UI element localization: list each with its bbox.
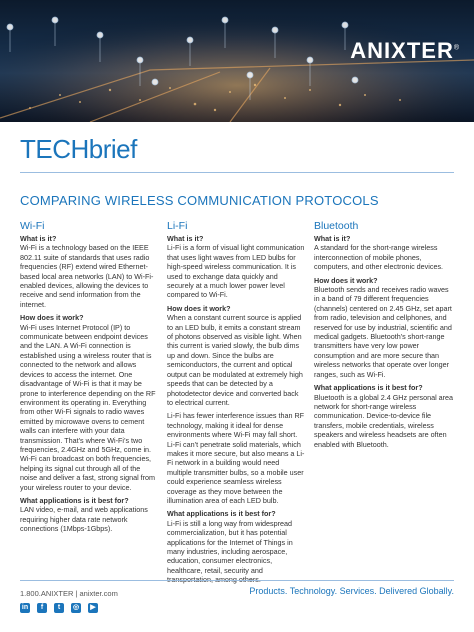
footer-contact[interactable]: 1.800.ANIXTER | anixter.com [20, 589, 118, 598]
section-paragraph: When a constant current source is applied to an LED bulb, it emits a constant stream of photons observed as visible light. When this current is varied slowly, the bulb dims up and down. Since the bulbs are semiconductors, the current and optical output can be modulated at extremely high speeds that can be detected by a photodetector device and converted back to electrical current. [167, 313, 303, 407]
column-lifi [167, 220, 305, 585]
section-question: What applications is it best for? [314, 383, 423, 393]
youtube-icon[interactable]: ▶ [88, 603, 98, 613]
column-wifi [20, 220, 158, 534]
twitter-icon[interactable]: t [54, 603, 64, 613]
section-question: What applications is it best for? [20, 495, 129, 505]
section-paragraph: Bluetooth is a global 2.4 GHz personal area network for short-range wireless communication. Device-to-device file transfers, mobile credentials, wireless speakers and wireless headsets are often enabled with Bluetooth. [314, 392, 454, 449]
section-paragraph: A standard for the short-range wireless interconnection of mobile phones, computers, and other electronic devices. [314, 243, 444, 272]
section-paragraph: LAN video, e-mail, and web applications requiring higher data rate network connections (1Mbps-1Gbps). [20, 505, 148, 534]
logo-text: ANIXTER [350, 38, 454, 63]
section-paragraph: Bluetooth sends and receives radio waves in a band of 79 different frequencies (channels) centered on 2.45 GHz, set apart from radio, television and cellphones, and reserved for use by industrial, scientific and medical gadgets. Bluetooth’s short-range transmitters have very low power consumption and are more secure than wireless networks that operate over longer ranges, such as Wi-Fi. [314, 285, 452, 379]
section-question: How does it work? [20, 313, 84, 323]
section-question: What applications is it best for? [167, 509, 276, 519]
footer-tagline: Products. Technology. Services. Delivered Globally. [249, 586, 454, 596]
page-title: TECHbrief [20, 134, 137, 164]
section-paragraph: Li-Fi is a form of visual light communication that uses light waves from LED bulbs for high-speed wireless communication. It is used to exchange data quickly and securely at a much lower power level compared to Wi-Fi. [167, 243, 305, 300]
column-heading: Bluetooth [314, 220, 359, 232]
column-heading: Wi-Fi [20, 220, 45, 232]
column-bluetooth [314, 220, 456, 449]
anixter-logo[interactable] [350, 38, 460, 64]
section-question: How does it work? [314, 275, 378, 285]
page-subtitle: COMPARING WIRELESS COMMUNICATION PROTOCOLS [20, 193, 379, 208]
instagram-icon[interactable]: ◎ [72, 604, 80, 611]
section-question: What is it? [314, 234, 351, 243]
section-question: What is it? [167, 234, 204, 243]
section-paragraph: Li-Fi has fewer interference issues than RF technology, making it ideal for dense environments where Wi-Fi may fall short. Li-Fi can’t penetrate solid materials, which makes it more secure, but also means a Li-Fi network in a building would need multiple transmitter bulbs, so a mobile user could experience seamless wireless coverage as they move between the illumination area of each LED bulb. [167, 411, 305, 505]
column-heading: Li-Fi [167, 220, 188, 232]
section-paragraph: Li-Fi is still a long way from widespread commercialization, but it has potential applications for the Internet of Things in many industries, including aerospace, education, consumer electronics, healthcare, retail, security and [167, 518, 293, 575]
social-links [20, 603, 98, 613]
section-paragraph: Wi-Fi uses Internet Protocol (IP) to communicate between endpoint devices and the LAN. A Wi-Fi connection is established using a wireless router that is connected to the network and allows devices to access the internet. One disadvantage of Wi-Fi is that it may be prone to interference depending on the RF environment its operating in. Everything from other Wi-Fi signals to radio waves emitted by microwave ovens to cement walls can interfere with your data transmission. That’s where Wi-Fi’s two frequencies, 2.4GHz and 5GHz, come in. Wi-Fi can broadcast on both frequencies, helping its signal cut through all of the noise and deliver a fast, strong signal from your wireless router to your device. [20, 322, 156, 492]
facebook-icon[interactable]: f [37, 603, 47, 613]
registered-mark: ® [453, 44, 460, 52]
hero-city-image [0, 0, 474, 122]
footer-divider [20, 580, 454, 581]
section-question: What is it? [20, 234, 57, 243]
title-divider [20, 172, 454, 173]
section-question: How does it work? [167, 303, 231, 313]
section-paragraph: Wi-Fi is a technology based on the IEEE 802.11 suite of standards that uses radio frequencies (RF) extend wired Ethernet-based local area networks (LAN) to Wi-Fi-enabled devices, allowing the devices to receive and send information from the internet. [20, 243, 154, 309]
linkedin-icon[interactable]: in [21, 604, 29, 611]
